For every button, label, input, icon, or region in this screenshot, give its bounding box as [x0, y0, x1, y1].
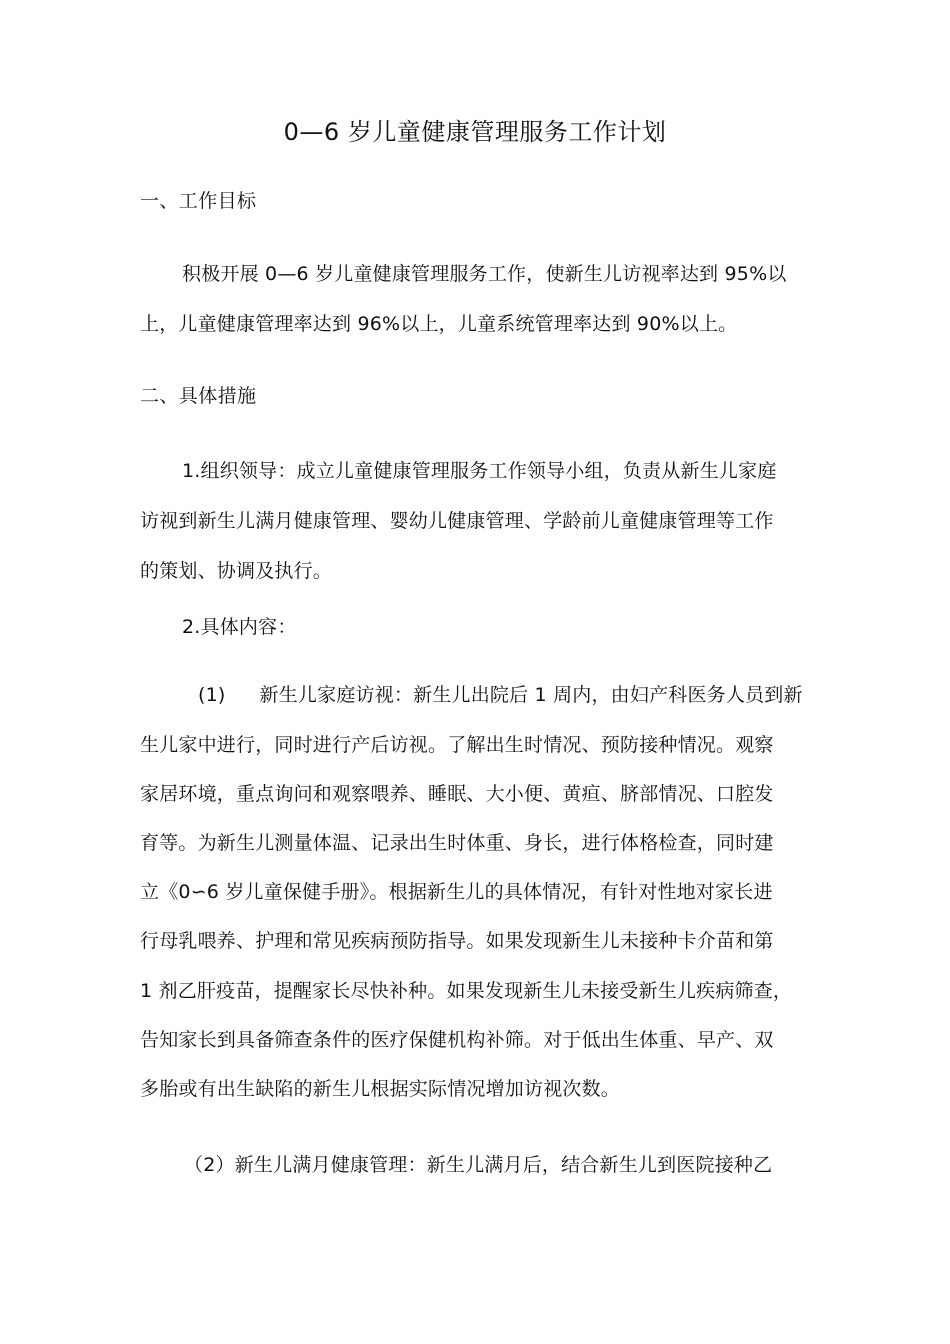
section-heading-measures: 二、具体措施: [140, 385, 257, 407]
paragraph-line: 访视到新生儿满月健康管理、婴幼儿健康管理、学龄前儿童健康管理等工作: [140, 510, 774, 532]
sub-item-text: 新生儿家庭访视：新生儿出院后 1 周内，由妇产科医务人员到新: [259, 684, 803, 706]
paragraph-line: 立《0∽6 岁儿童保健手册》。根据新生儿的具体情况，有针对性地对家长进: [140, 881, 773, 903]
document-title: 0—6 岁儿童健康管理服务工作计划: [283, 118, 667, 146]
paragraph-line: 1.组织领导：成立儿童健康管理服务工作领导小组，负责从新生儿家庭: [182, 460, 777, 482]
item-label: 2.具体内容：: [182, 616, 297, 638]
paragraph-line: 告知家长到具备筛查条件的医疗保健机构补筛。对于低出生体重、早产、双: [140, 1029, 774, 1051]
sub-item-number: (1): [198, 684, 226, 706]
paragraph-line: 的策划、协调及执行。: [140, 560, 333, 582]
section-heading-goals: 一、工作目标: [140, 190, 257, 212]
paragraph-line: 多胎或有出生缺陷的新生儿根据实际情况增加访视次数。: [140, 1078, 621, 1100]
sub-item-first-line: [198, 680, 803, 710]
paragraph-line: 上，儿童健康管理率达到 96%以上，儿童系统管理率达到 90%以上。: [140, 313, 738, 335]
paragraph-line: 行母乳喂养、护理和常见疾病预防指导。如果发现新生儿未接种卡介苗和第: [140, 930, 774, 952]
paragraph-line: 积极开展 0—6 岁儿童健康管理服务工作，使新生儿访视率达到 95%以: [182, 263, 787, 285]
paragraph-line: 家居环境，重点询问和观察喂养、睡眠、大小便、黄疸、脐部情况、口腔发: [140, 783, 774, 805]
paragraph-line: 1 剂乙肝疫苗，提醒家长尽快补种。如果发现新生儿未接受新生儿疾病筛查，: [140, 980, 793, 1002]
paragraph-line: 生儿家中进行，同时进行产后访视。了解出生时情况、预防接种情况。观察: [140, 734, 774, 756]
sub-item-2-line: （2）新生儿满月健康管理：新生儿满月后，结合新生儿到医院接种乙: [184, 1154, 773, 1176]
paragraph-line: 育等。为新生儿测量体温、记录出生时体重、身长，进行体格检查，同时建: [140, 832, 774, 854]
